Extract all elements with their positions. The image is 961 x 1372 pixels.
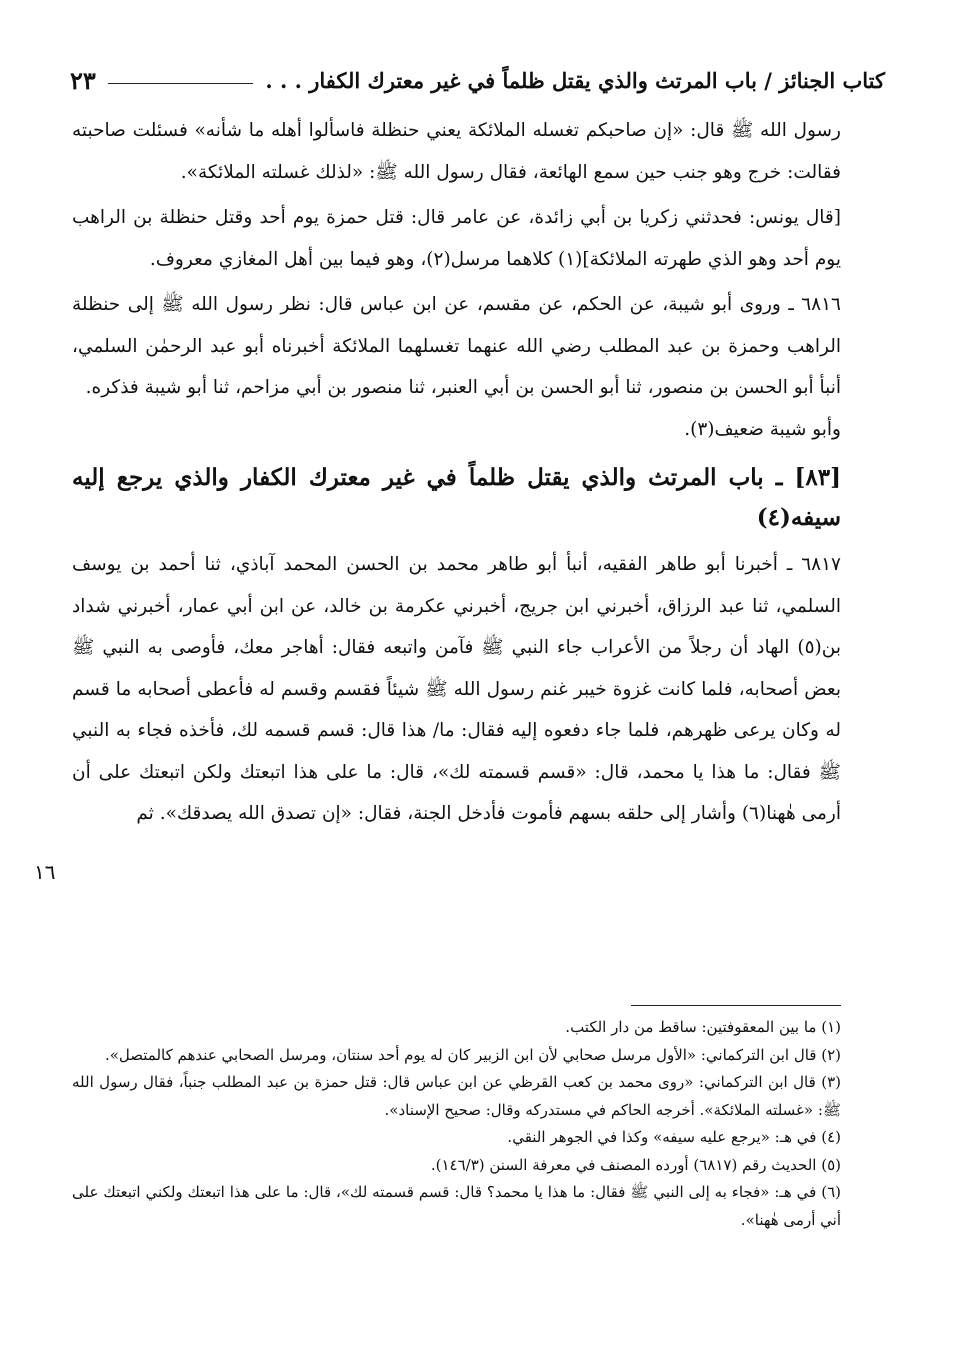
paragraph-yunus-report: [قال يونس: فحدثني زكريا بن أبي زائدة، عن عامر قال: قتل حمزة يوم أحد وقتل حنظلة بن الراهب يوم أحد وهو الذي طهرته الملائكة](١) كلاهما مرسل(٢)، وهو فيما بين أهل المغازي معروف.: [72, 207, 841, 270]
footnote-5: (٥) الحديث رقم (٦٨١٧) أورده المصنف في معرفة السنن (١٤٦/٣).: [430, 1155, 841, 1174]
paragraph-hadith-6816: ٦٨١٦ ـ وروى أبو شيبة، عن الحكم، عن مقسم، عن ابن عباس قال: نظر رسول الله ﷺ إلى حنظلة الراهب وحمزة بن عبد المطلب رضي الله عنهما تغسلهما الملائكة أخبرناه أبو عبد الرحمٰن السلمي، أنبأ أبو الحسن بن منصور، ثنا أبو الحسن بن أبي العنبر، ثنا منصور بن أبي مزاحم، ثنا أبو شيبة فذكره.: [72, 294, 841, 398]
header-rule: [108, 83, 254, 84]
footnote-1: (١) ما بين المعقوفتين: ساقط من دار الكتب.: [565, 1018, 841, 1036]
footnotes: [72, 1014, 841, 1234]
paragraph-hanzala-continuation: رسول الله ﷺ قال: «إن صاحبكم تغسله الملائكة يعني حنظلة فاسألوا أهله ما شأنه» فسئلت صاحبته فقالت: خرج وهو جنب حين سمع الهائعة، فقال رسول الله ﷺ: «لذلك غسلته الملائكة».: [72, 120, 841, 183]
main-text: [72, 110, 841, 835]
paragraph-abu-shayba-weak: وأبو شيبة ضعيف(٣).: [684, 418, 841, 440]
chapter-heading: [٨٣] ـ باب المرتث والذي يقتل ظلماً في غير معترك الكفار والذي يرجع إليه سيفه(٤): [72, 464, 841, 531]
footnote-2: (٢) قال ابن التركماني: «الأول مرسل صحابي لأن ابن الزبير كان له يوم أحد سنتان، ومرسل الصحابي عندهم كالمتصل».: [104, 1045, 841, 1064]
footnote-separator: [631, 1005, 841, 1006]
paragraph-hadith-6817: ٦٨١٧ ـ أخبرنا أبو طاهر الفقيه، أنبأ أبو طاهر محمد بن الحسن المحمد آباذي، ثنا أحمد بن يوسف السلمي، ثنا عبد الرزاق، أخبرني ابن جريج، أخبرني عكرمة بن خالد، عن ابن أبي عمار، أخبرني شداد بن(٥) الهاد أن رجلاً من الأعراب جاء النبي ﷺ فآمن واتبعه فقال: أهاجر معك، فأوصى به النبي ﷺ بعض أصحابه، فلما كانت غزوة خيبر غنم رسول الله ﷺ شيئاً فقسم وقسم له فأعطى أصحابه ما قسم له وكان يرعى ظهرهم، فلما جاء دفعوه إليه فقال: ما/ هذا قال: قسم قسمه لك، فأخذه فجاء به النبي ﷺ فقال: ما هذا يا محمد، قال: «قسم قسمته لك»، قال: ما على هذا اتبعتك ولكن اتبعتك على أن أرمى هٰهنا(٦) وأشار إلى حلقه بسهم فأموت فأدخل الجنة، فقال: «إن تصدق الله يصدقك». ثم: [72, 554, 841, 824]
footnote-6: (٦) في هـ: «فجاء به إلى النبي ﷺ فقال: ما هذا يا محمد؟ قال: قسم قسمته لك»، قال: ما على هذا اتبعتك ولكني اتبعتك على أني أرمى هٰهنا».: [72, 1183, 841, 1229]
footnote-3: (٣) قال ابن التركماني: «روى محمد بن كعب القرظي عن ابن عباس قال: قتل حمزة بن عبد المطلب جنباً، فقال رسول الله ﷺ: «غسلته الملائكة». أخرجه الحاكم في مستدركه وقال: صحيح الإسناد».: [72, 1073, 841, 1119]
running-header-title: كتاب الجنائز / باب المرتث والذي يقتل ظلماً في غير معترك الكفار . . .: [265, 67, 885, 93]
running-header: [70, 60, 885, 100]
margin-volume-marker: ١٦: [34, 860, 56, 884]
footnote-4: (٤) في هـ: «يرجع عليه سيفه» وكذا في الجوهر النقي.: [507, 1128, 841, 1146]
page-number: ٢٣: [70, 65, 96, 95]
